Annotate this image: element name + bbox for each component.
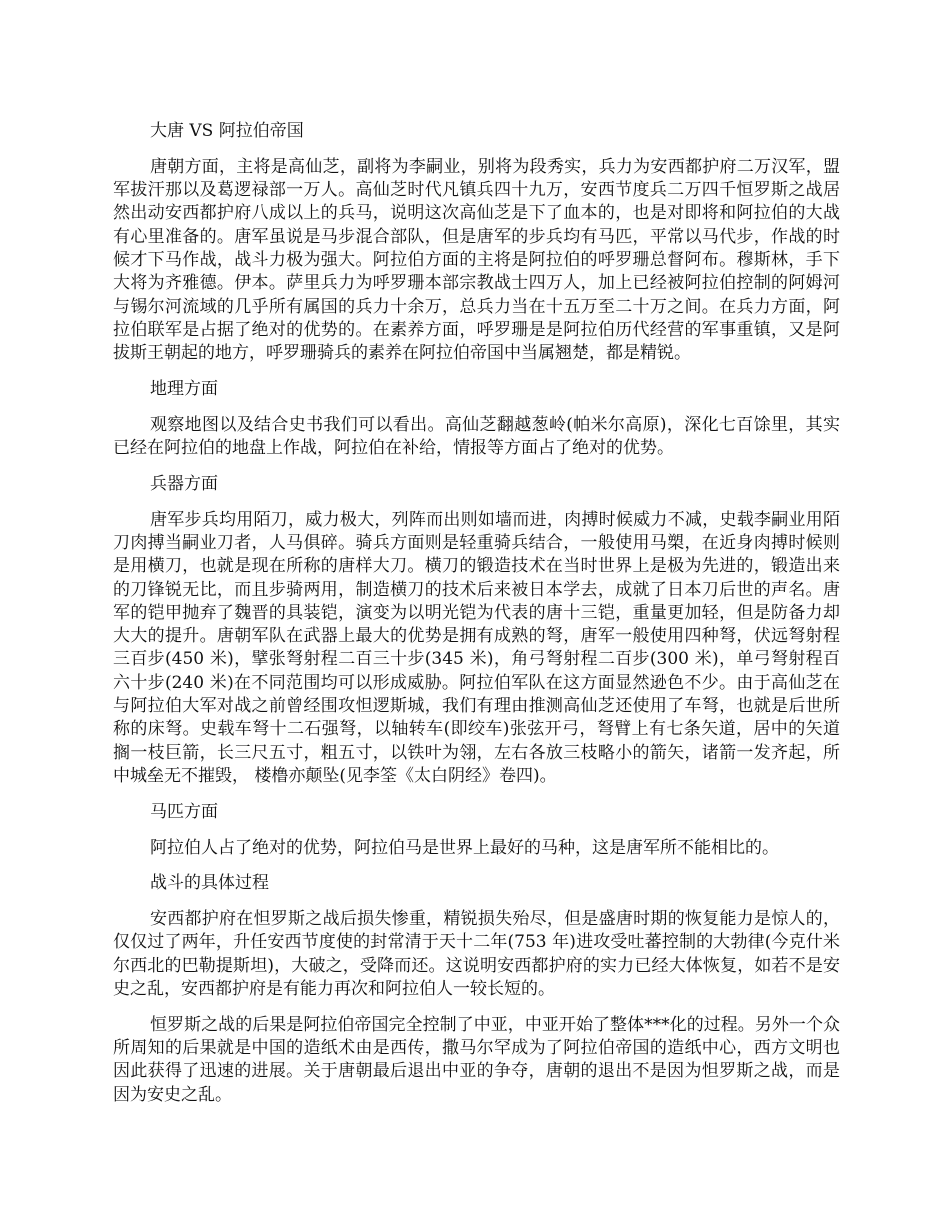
heading-weapons: 兵器方面 <box>150 473 218 494</box>
paragraph-horses: 阿拉伯人占了绝对的优势，阿拉伯马是世界上最好的马种，这是唐军所不能相比的。 <box>150 837 779 858</box>
paragraph-weapons: 唐军步兵均用陌刀，威力极大，列阵而出则如墙而进，肉搏时候威力不减，史载李嗣业用陌刀肉搏当嗣业刀者，人马俱碎。骑兵方面则是轻重骑兵结合，一般使用马槊，在近身肉搏时候则是用横刀，也就是现在所称的唐样大刀。横刀的锻造技术在当时世界上是极为先进的，锻造出来的刀锋锐无比，而且步骑两用，制造横刀的技术后来被日本学去，成就了日本刀后世的声名。唐军的铠甲抛弃了魏晋的具装铠，演变为以明光铠为代表的唐十三铠，重量更加轻，但是防备力却大大的提升。唐朝军队在武器上最大的优势是拥有成熟的弩，唐军一般使用四种弩，伏远弩射程三百步(450 米)，擘张弩射程二百三十步(345 米)，角弓弩射程二百步(300 米)，单弓弩射程百六十步(240 米)在不同范围均可以形成威胁。阿拉伯军队在这方面显然逊色不少。由于高仙芝在与阿拉伯大军对战之前曾经围攻怛逻斯城，我们有理由推测高仙芝还使用了车弩，也就是后世所称的床弩。史载车弩十二石强弩，以轴转车(即绞车)张弦开弓，弩臂上有七条矢道，居中的矢道搁一枝巨箭，长三尺五寸，粗五寸，以铁叶为翎，左右各放三枝略小的箭矢，诸箭一发齐起，所中城垒无不摧毁， 楼橹亦颠坠(见李筌《太白阴经》卷四)。 <box>113 509 840 786</box>
paragraph-tang-forces: 唐朝方面，主将是高仙芝，副将为李嗣业，别将为段秀实，兵力为安西都护府二万汉军，盟军拔汗那以及葛逻禄部一万人。高仙芝时代凡镇兵四十九万，安西节度兵二万四千恒罗斯之战居然出动安西都护府八成以上的兵马，说明这次高仙芝是下了血本的，也是对即将和阿拉伯的大战有心里准备的。唐军虽说是马步混合部队，但是唐军的步兵均有马匹，平常以马代步，作战的时候才下马作战，战斗力极为强大。阿拉伯方面的主将是阿拉伯的呼罗珊总督阿布。穆斯林，手下大将为齐雅德。伊本。萨里兵力为呼罗珊本部宗教战士四万人，加上已经被阿拉伯控制的阿姆河与锡尔河流域的几乎所有属国的兵力十余万，总兵力当在十五万至二十万之间。在兵力方面，阿拉伯联军是占据了绝对的优势的。在素养方面，呼罗珊是是阿拉伯历代经营的军事重镇，又是阿拔斯王朝起的地方，呼罗珊骑兵的素养在阿拉伯帝国中当属翘楚，都是精锐。 <box>113 156 840 364</box>
paragraph-battle-process: 安西都护府在怛罗斯之战后损失惨重，精锐损失殆尽，但是盛唐时期的恢复能力是惊人的，仅仅过了两年，升任安西节度使的封常清于天十二年(753 年)进攻受吐蕃控制的大勃律(今克什米尔西北的巴勒提斯坦)，大破之，受降而还。这说明安西都护府的实力已经大体恢复，如若不是安史之乱，安西都护府是有能力再次和阿拉伯人一较长短的。 <box>113 909 840 999</box>
document-title: 大唐 VS 阿拉伯帝国 <box>150 121 304 141</box>
heading-battle-process: 战斗的具体过程 <box>150 873 269 894</box>
paragraph-geography: 观察地图以及结合史书我们可以看出。高仙芝翻越葱岭(帕米尔高原)，深化七百馀里，其实已经在阿拉伯的地盘上作战，阿拉伯在补给，情报等方面占了绝对的优势。 <box>113 414 840 459</box>
heading-horses: 马匹方面 <box>150 801 218 822</box>
heading-geography: 地理方面 <box>150 378 218 399</box>
paragraph-consequences: 恒罗斯之战的后果是阿拉伯帝国完全控制了中亚，中亚开始了整体***化的过程。另外一个众所周知的后果就是中国的造纸术由是西传，撒马尔罕成为了阿拉伯帝国的造纸中心，西方文明也因此获得了迅速的进展。关于唐朝最后退出中亚的争夺，唐朝的退出不是因为怛罗斯之战，而是因为安史之乱。 <box>113 1014 840 1105</box>
document-page <box>113 120 840 1119</box>
